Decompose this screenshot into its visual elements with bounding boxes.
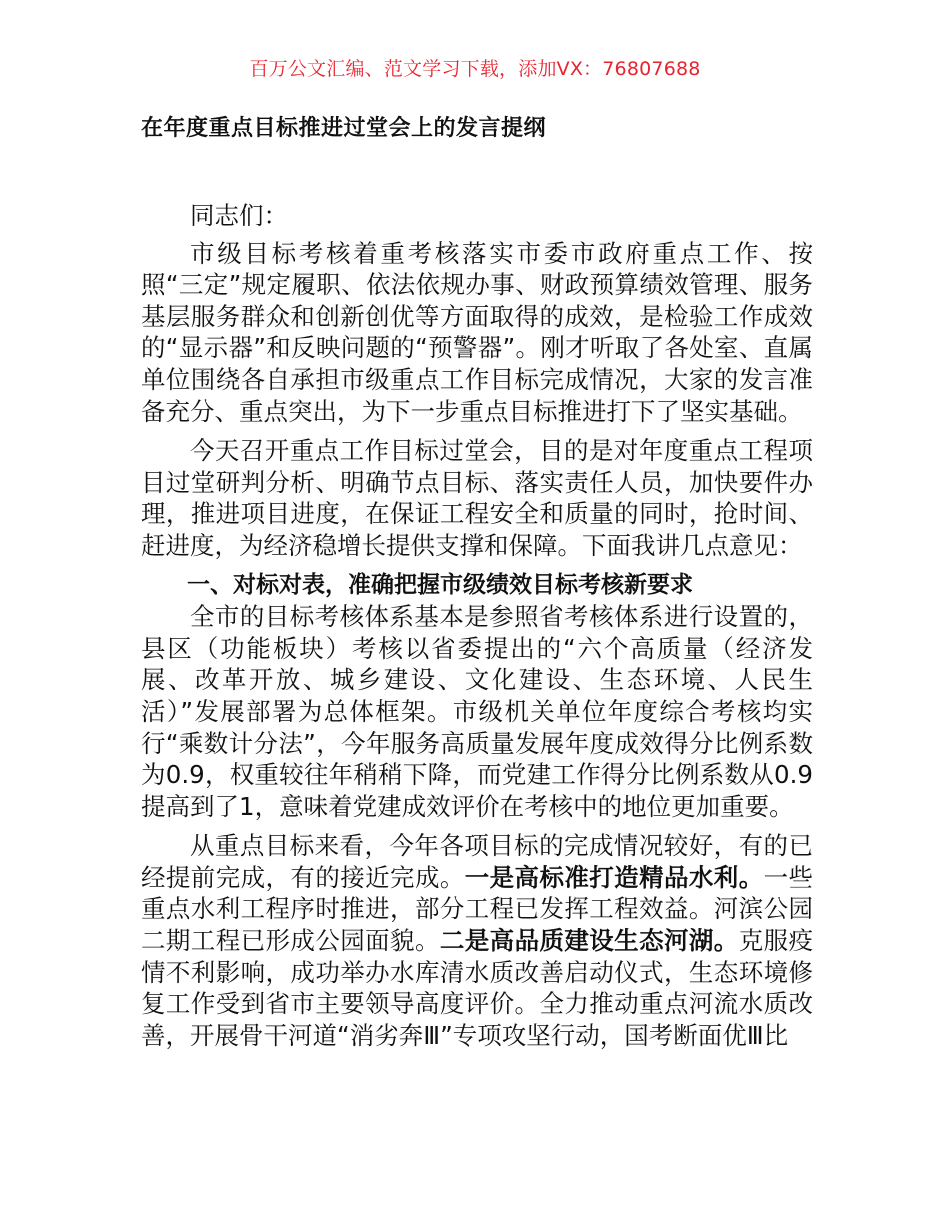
paragraph-4-bold-2: 二是高品质建设生态河湖。 [439,926,739,956]
paragraph-4-text-2: 一些重点水利工程序时推进，部分工程已发挥工程效益。河滨公园二期工程已形成公园面貌。 [141,862,814,956]
section-heading-1: 一、对标对表，准确把握市级绩效目标考核新要求 [187,571,693,598]
paragraph-3: 全市的目标考核体系基本是参照省考核体系进行设置的，县区（功能板块）考核以省委提出的“六个高质量（经济发展、改革开放、城乡建设、文化建设、生态环境、人民生活）”发展部署为总体框架。市级机关单位年度综合考核均实行“乘数计分法”，今年服务高质量发展年度成效得分比例系数为0.9，权重较往年稍稍下降，而党建工作得分比例系数从0.9提高到了1，意味着党建成效评价在考核中的地位更加重要。 [141,602,813,821]
salutation: 同志们： [190,201,288,230]
header-note: 百万公文汇编、范文学习下载，添加VX：76807688 [249,58,701,80]
document-body [141,200,813,1059]
paragraph-4-bold-1: 一是高标准打造精品水利。 [464,862,764,892]
paragraph-2: 今天召开重点工作目标过堂会，目的是对年度重点工程项目过堂研判分析、明确节点目标、落实责任人员，加快要件办理，推进项目进度，在保证工程安全和质量的同时，抢时间、赶进度，为经济稳增长提供支撑和保障。下面我讲几点意见： [141,436,813,560]
paragraph-4-text-3: 克服疫情不利影响，成功举办水库清水质改善启动仪式，生态环境修复工作受到省市主要领导高度评价。全力推动重点河流水质改善，开展骨干河道“消劣奔Ⅲ”专项攻坚行动，国考断面优Ⅲ比 [141,926,814,1050]
paragraph-4 [141,830,813,1051]
paragraph-4-text-1: 从重点目标来看，今年各项目标的完成情况较好，有的已经提前完成，有的接近完成。 [141,831,813,892]
document-title: 在年度重点目标推进过堂会上的发言提纲 [141,116,547,141]
paragraph-1: 市级目标考核着重考核落实市委市政府重点工作、按照“三定”规定履职、依法依规办事、财政预算绩效管理、服务基层服务群众和创新创优等方面取得的成效，是检验工作成效的“显示器”和反映问题的“预警器”。刚才听取了各处室、直属单位围绕各自承担市级重点工作目标完成情况，大家的发言准备充分、重点突出，为下一步重点目标推进打下了坚实基础。 [141,238,813,426]
